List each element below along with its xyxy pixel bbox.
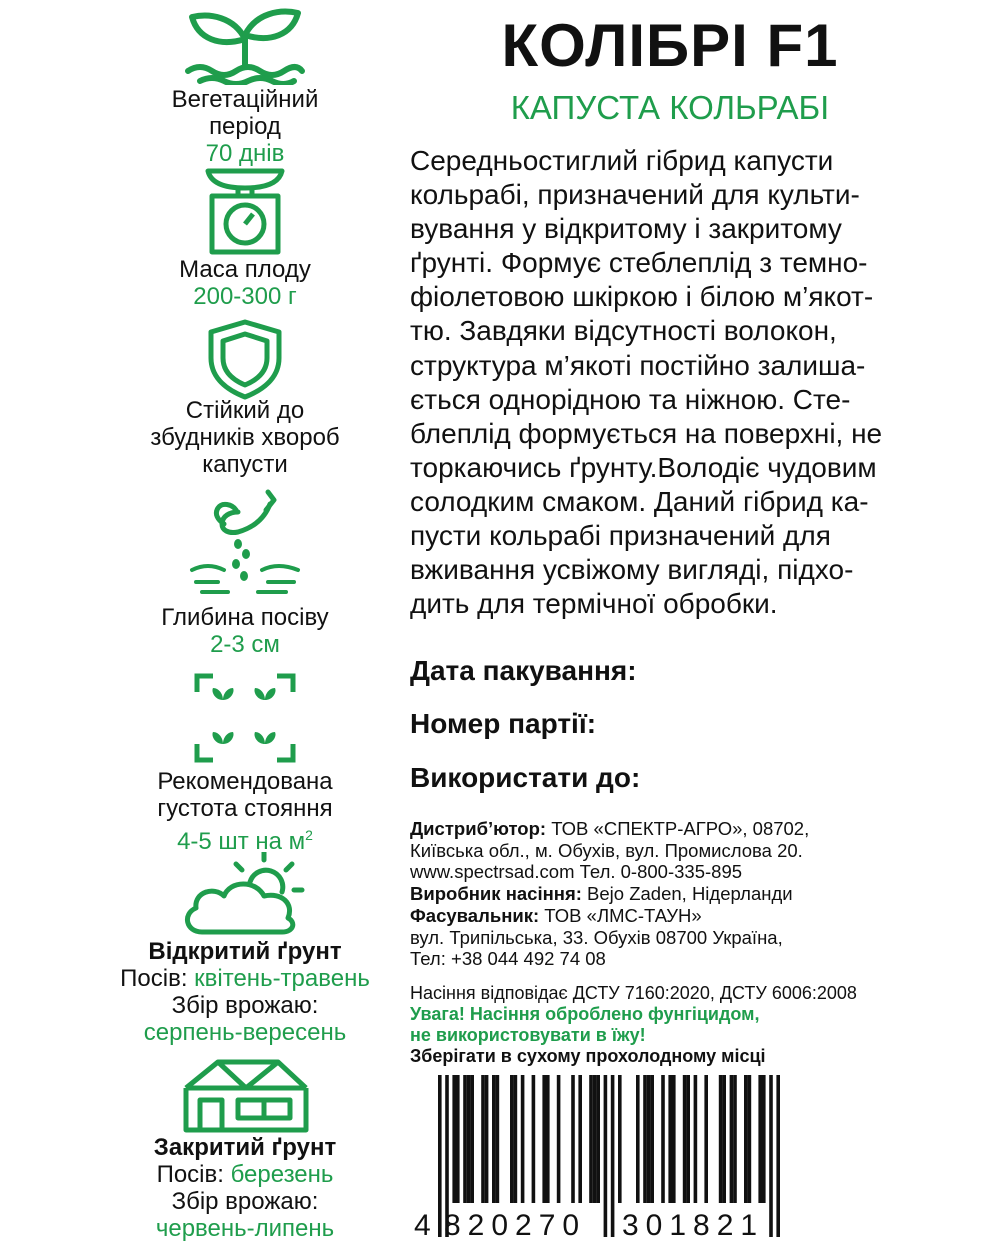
barcode-bar xyxy=(521,1075,525,1203)
resistance-label: Стійкий до збудників хвороб капусти xyxy=(150,397,340,478)
greenhouse-harvest-value: червень-липень xyxy=(155,1215,335,1242)
warning-line-1: Увага! Насіння оброблено фунгіцидом, xyxy=(410,1004,760,1024)
barcode-bar xyxy=(467,1075,471,1203)
barcode-bar xyxy=(744,1075,748,1203)
barcode-bar xyxy=(438,1075,442,1237)
barcode-bar xyxy=(456,1075,460,1203)
vegetation-label: Вегетаційний період 70 днів xyxy=(60,86,430,167)
use-by-label: Використати до: xyxy=(410,762,641,793)
batch-label: Номер партії: xyxy=(410,708,597,739)
shield-icon xyxy=(203,318,287,400)
barcode-bar xyxy=(694,1075,698,1203)
barcode-bar xyxy=(748,1075,752,1203)
barcode-bar xyxy=(532,1075,536,1203)
barcode-bar xyxy=(546,1075,550,1203)
depth-value: 2-3 см xyxy=(210,631,280,658)
specs-column xyxy=(60,0,430,1245)
barcode-bar xyxy=(636,1075,640,1203)
barcode-bar xyxy=(672,1075,676,1203)
storage-note: Зберігати в сухому прохолодному місці xyxy=(410,1046,766,1066)
greenhouse-title: Закритий ґрунт xyxy=(153,1134,337,1161)
barcode-bar xyxy=(557,1075,561,1203)
vegetation-value: 70 днів xyxy=(205,140,285,167)
barcode-bar xyxy=(481,1075,485,1203)
scale-icon xyxy=(200,166,290,256)
barcode-bar xyxy=(668,1075,672,1203)
barcode-bar xyxy=(514,1075,518,1203)
open-ground-sow-value: квітень-травень xyxy=(194,965,370,992)
barcode-bar xyxy=(722,1075,726,1203)
density-value: 4-5 шт на $м^2$ xyxy=(177,827,313,855)
barcode-bar xyxy=(510,1075,514,1203)
open-ground-block: Відкритий ґрунт Посів: квітень-травень Збір врожаю: серпень-вересень xyxy=(60,938,430,1046)
barcode-bar xyxy=(578,1075,582,1203)
barcode-bar xyxy=(611,1075,615,1237)
greenhouse-sow-value: березень xyxy=(230,1161,334,1188)
barcode-bar xyxy=(571,1075,575,1203)
plant-spacing-icon xyxy=(193,672,297,764)
mass-value: 200-300 г xyxy=(193,283,297,310)
open-ground-harvest-value: серпень-вересень xyxy=(143,1019,347,1046)
barcode-bar xyxy=(463,1075,467,1203)
barcode-bar xyxy=(643,1075,647,1203)
barcode-bar xyxy=(618,1075,622,1203)
barcode-bar xyxy=(492,1075,496,1203)
depth-label: Глибина посіву 2-3 см xyxy=(60,604,430,658)
barcode-bar xyxy=(452,1075,456,1203)
barcode xyxy=(408,1075,808,1240)
product-title: КОЛІБРІ F1 xyxy=(501,12,839,79)
barcode-bar xyxy=(647,1075,651,1203)
open-ground-title: Відкритий ґрунт xyxy=(148,938,342,965)
barcode-bar xyxy=(730,1075,734,1203)
barcode-bar xyxy=(596,1075,600,1203)
barcode-bar xyxy=(650,1075,654,1203)
barcode-bar xyxy=(485,1075,489,1203)
barcode-bar xyxy=(593,1075,597,1203)
barcode-bar xyxy=(686,1075,690,1203)
barcode-bar xyxy=(704,1075,708,1203)
barcode-bar xyxy=(762,1075,766,1203)
barcode-bar xyxy=(604,1075,608,1237)
barcode-bar xyxy=(683,1075,687,1203)
greenhouse-block: Закритий ґрунт Посів: березень Збір врожаю: червень-липень xyxy=(60,1134,430,1242)
barcode-bar xyxy=(542,1075,546,1203)
mass-label: Маса плоду 200-300 г xyxy=(60,256,430,310)
barcode-bar xyxy=(733,1075,737,1203)
pack-date-label: Дата пакування: xyxy=(410,655,637,686)
barcode-right-digits: 301821 xyxy=(622,1209,765,1240)
barcode-bar xyxy=(496,1075,500,1203)
storage-notes xyxy=(410,983,950,1067)
warning-line-2: не використовувати в їжу! xyxy=(410,1025,646,1045)
barcode-bar xyxy=(719,1075,723,1203)
seedling-icon xyxy=(170,5,320,85)
product-description: Середньостиглий гібрид капусти кольрабі, призначений для культи- вування у відкритому і закритому ґрунті. Формує стеблеплід з темно- фіолетовою шкіркою і білою м’якот- тю. Завдяки відсутності волокон, структура м’якоті постійно залиша- ється однорідною та ніжною. Сте- блеплід формується на поверхні, не торкаючись ґрунту.Володіє чудовим солодким смаком. Даний гібрид ка- пусти кольрабі призначений для вживання усвіжому вигляді, підхо- дить для термічної обробки. xyxy=(410,145,883,620)
sun-cloud-icon xyxy=(178,852,314,936)
density-label: Рекомендована густота стояння 4-5 шт на $м^2$ xyxy=(60,768,430,855)
barcode-bar xyxy=(758,1075,762,1203)
barcode-bar xyxy=(589,1075,593,1203)
sowing-hand-icon xyxy=(188,486,303,596)
barcode-bar xyxy=(776,1075,780,1237)
barcode-first-digit: 4 xyxy=(414,1209,431,1240)
barcode-left-digits: 820270 xyxy=(444,1209,587,1240)
company-info: Дистриб’ютор: ТОВ «СПЕКТР-АГРО», 08702, Київська обл., м. Обухів, вул. Промислова 20. www.spectrsad.com Тел. 0-800-335-895 Виробник насіння: Bejo Zaden, Нідерланди Фасувальник: ТОВ «ЛМС-ТАУН» вул. Трипільська, 33. Обухів 08700 Україна, Тел: +38 044 492 74 08 xyxy=(410,818,810,970)
standard-note: Насіння відповідає ДСТУ 7160:2020, ДСТУ 6006:2008 xyxy=(410,983,857,1003)
product-subtitle: КАПУСТА КОЛЬРАБІ xyxy=(510,89,830,126)
greenhouse-icon xyxy=(182,1058,310,1134)
barcode-bar xyxy=(470,1075,474,1203)
barcode-bar xyxy=(661,1075,665,1203)
barcode-bar xyxy=(769,1075,773,1237)
